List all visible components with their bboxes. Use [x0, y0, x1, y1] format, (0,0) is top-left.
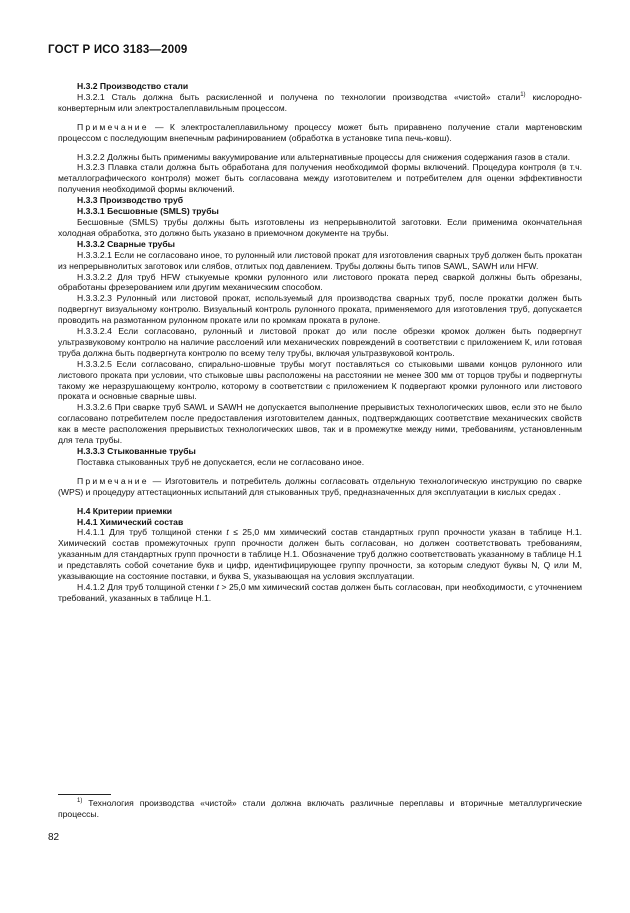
footnote: $^{1)}$ Технология производства «чистой» стали должна включать различные переплавы и вторичные металлургические процессы.	[58, 798, 582, 819]
section-h333-title: Н.3.3.3 Стыкованные трубы	[77, 446, 196, 456]
paragraph-h323: Н.3.2.3 Плавка стали должна быть обработана для получения необходимой формы включений. Процедура контроля (в т.ч. металлографического контроля) может быть согласована между изготовителем и потребителем для оценки эффективности получения необходимой формы включений.	[58, 162, 582, 195]
paragraph-h3324: Н.3.3.2.4 Если согласовано, рулонный и листовой прокат до или после обрезки кромок должен быть подвергнут ультразвуковому контролю на наличие расслоений или механических повреждений в соответствии с приложением К, или готовая труба должна быть подвергнута контролю по всему телу трубы, включая ультразвуковой контроль.	[58, 326, 582, 358]
paragraph-h3322: Н.3.3.2.2 Для труб HFW стыкуемые кромки рулонного или листового проката перед сваркой должны быть обрезаны, обработаны фрезерованием или другим механическим способом.	[58, 271, 582, 293]
paragraph-h412: Н.4.1.2 Для труб толщиной стенки t > 25,0 мм химический состав должен быть согласован, при необходимости, с уточнением требований, указанных в таблице Н.1.	[58, 581, 583, 603]
note-1: Примечание — К электросталеплавильному процессу может быть приравнено получение стали мартеновским процессом с последующим внепечным рафинированием (обработка в установке типа печь-ковш).	[58, 121, 582, 143]
section-h4-title: Н.4 Критерии приемки	[77, 505, 173, 516]
paragraph-h321: Н.3.2.1 Сталь должна быть раскисленной и получена по технологии производства «чистой» стали$^{1)}$ кислородно-конвертерным или электросталеплавильным процессом.	[58, 91, 582, 113]
paragraph-h3325: Н.3.3.2.5 Если согласовано, спирально-шовные трубы могут поставляться со стыковыми швами концов рулонного или листового проката при условии, что стыковые швы расположены на расстоянии не менее 300 мм от торцов трубы и подвергнуты такому же неразрушающему контролю, которому в соответствии с приложением К подвергают кромки рулонного или листового проката и основные сварные швы.	[58, 358, 582, 402]
section-h41-title: Н.4.1 Химический состав	[77, 516, 184, 527]
footnote-mark: 1)	[77, 798, 83, 805]
paragraph-h331: Бесшовные (SMLS) трубы должны быть изготовлены из непрерывнолитой заготовки. Если применима окончательная холодная обработка, это должно быть указано в приемочном документе на трубы.	[58, 216, 582, 238]
note-label: Примечание	[77, 121, 149, 132]
page-number: 82	[48, 832, 60, 843]
section-h331-title: Н.3.3.1 Бесшовные (SMLS) трубы	[77, 206, 219, 217]
note-2: Примечание — Изготовитель и потребитель должны согласовать отдельную технологическую инструкцию по сварке (WPS) и процедуру аттестационных испытаний для стыкованных труб, предназначенных для эксплуатации в кислых средах .	[58, 475, 582, 497]
note-label: Примечание	[77, 475, 149, 486]
paragraph-h3326: Н.3.3.2.6 При сварке труб SAWL и SAWH не допускается выполнение прерывистых технологических швов, если это не было согласовано потребителем после предоставления изготовителем данных, подтверждающих соответствие механических свойств как в месте расположения прерывистых технологических швов, так и в промежутке между ними, требованиям, установленным для тела трубы.	[58, 402, 582, 446]
page-body	[58, 81, 582, 604]
footnote-divider	[58, 794, 111, 795]
section-h33-title: Н.3.3 Производство труб	[77, 195, 184, 206]
paragraph-h333: Поставка стыкованных труб не допускается, если не согласовано иное.	[77, 456, 365, 467]
paragraph-h411: Н.4.1.1 Для труб толщиной стенки t ≤ 25,0 мм химический состав стандартных групп прочности указан в таблице Н.1. Химический состав промежуточных групп прочности должен быть согласован, но должен соответствовать требованиям, указанным для стандартных групп прочности в таблице Н.1. Обозначение труб должно соответствовать указанному в таблице Н.1 и представлять собой сочетание букв и цифр, идентифицирующее группу прочности, за которым следуют буквы N, Q или M, указывающие на состояние поставки, и буква S, указывающая на условия эксплуатации.	[58, 527, 583, 582]
section-h332-title: Н.3.3.2 Сварные трубы	[77, 238, 175, 249]
paragraph-h3323: Н.3.3.2.3 Рулонный или листовой прокат, используемый для производства сварных труб, после прокатки должен быть подвергнут визуальному контролю. Визуальный контроль рулонного проката, применяемого для изготовления труб, допускается проводить на размотанном рулонном прокате или по кромкам проката в рулоне.	[58, 293, 582, 326]
footnote-ref: 1)	[520, 92, 526, 99]
section-h32-title: Н.3.2 Производство стали	[77, 81, 189, 91]
paragraph-h3321: Н.3.3.2.1 Если не согласовано иное, то рулонный или листовой прокат для изготовления сварных труб должен быть прокатан из непрерывнолитых заготовок или слябов, отлитых под давлением. Трубы должны быть типов SAWL, SAWH или HFW.	[58, 249, 582, 271]
document-header: ГОСТ Р ИСО 3183—2009	[48, 44, 188, 56]
paragraph-h322: Н.3.2.2 Должны быть применимы вакуумирование или альтернативные процессы для снижения содержания газов в стали.	[77, 151, 571, 162]
